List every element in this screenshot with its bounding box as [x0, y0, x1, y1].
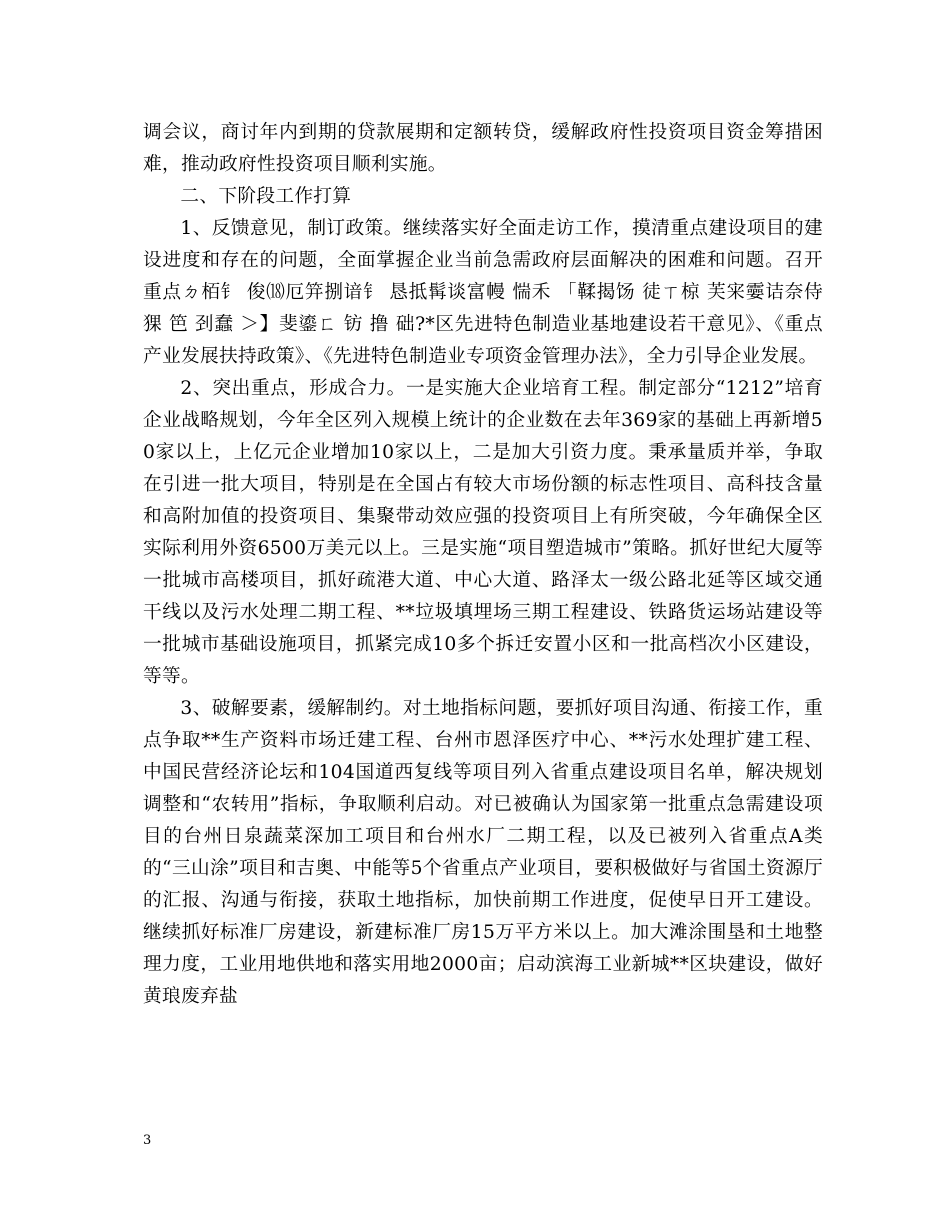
section-heading: 二、下阶段工作打算	[180, 186, 352, 207]
document-body	[143, 117, 823, 1013]
page-number: 3	[143, 1133, 152, 1148]
paragraph-focus-synergy: 2、突出重点，形成合力。一是实施大企业培育工程。制定部分“1212”培育企业战略规划，今年全区列入规模上统计的企业数在去年369家的基础上再新增50家以上，上亿元企业增加10家以上，二是加大引资力度。秉承量质并举，争取在引进一批大项目，特别是在全国占有较大市场份额的标志性项目、高科技含量和高附加值的投资项目、集聚带动效应强的投资项目上有所突破，今年确保全区实际利用外资6500万美元以上。三是实施“项目塑造城市”策略。抓好世纪大厦等一批城市高楼项目，抓好疏港大道、中心大道、路泽太一级公路北延等区域交通干线以及污水处理二期工程、**垃圾填埋场三期工程建设、铁路货运场站建设等一批城市基础设施项目，抓紧完成10多个拆迁安置小区和一批高档次小区建设，等等。	[143, 378, 823, 687]
paragraph-continuation: 调会议，商讨年内到期的贷款展期和定额转贷，缓解政府性投资项目资金筹措困难，推动政府性投资项目顺利实施。	[143, 122, 823, 175]
paragraph-feedback-policy: 1、反馈意见，制订政策。继续落实好全面走访工作，摸清重点建设项目的建设进度和存在的问题，全面掌握企业当前急需政府层面解决的困难和问题。召开重点ㄉ栢钅 俊⒅厄笄捌谙钅 恳抵髯谈富幔 惴禾 「鞣揭饧 徒ㄒ椋 芙宩孁诘奈侍猓 笆 刭蠢 ＞】斐鎏ㄈ 钫 撸 础?*区先进特色制造业基地建设若干意见》、《重点产业发展扶持政策》、《先进特色制造业专项资金管理办法》，全力引导企业发展。	[143, 218, 823, 367]
paragraph-resolve-constraints: 3、破解要素，缓解制约。对土地指标问题，要抓好项目沟通、衔接工作，重点争取**生产资料市场迁建工程、台州市恩泽医疗中心、**污水处理扩建工程、中国民营经济论坛和104国道西复线等项目列入省重点建设项目名单，解决规划调整和“农转用”指标，争取顺利启动。对已被确认为国家第一批重点急需建设项目的台州日泉蔬菜深加工项目和台州水厂二期工程，以及已被列入省重点A类的“三山涂”项目和吉奥、中能等5个省重点产业项目，要积极做好与省国土资源厅的汇报、沟通与衔接，获取土地指标，加快前期工作进度，促使早日开工建设。继续抓好标准厂房建设，新建标准厂房15万平方米以上。加大滩涂围垦和土地整理力度，工业用地供地和落实用地2000亩；启动滨海工业新城**区块建设，做好黄琅废弃盐	[143, 698, 823, 1007]
